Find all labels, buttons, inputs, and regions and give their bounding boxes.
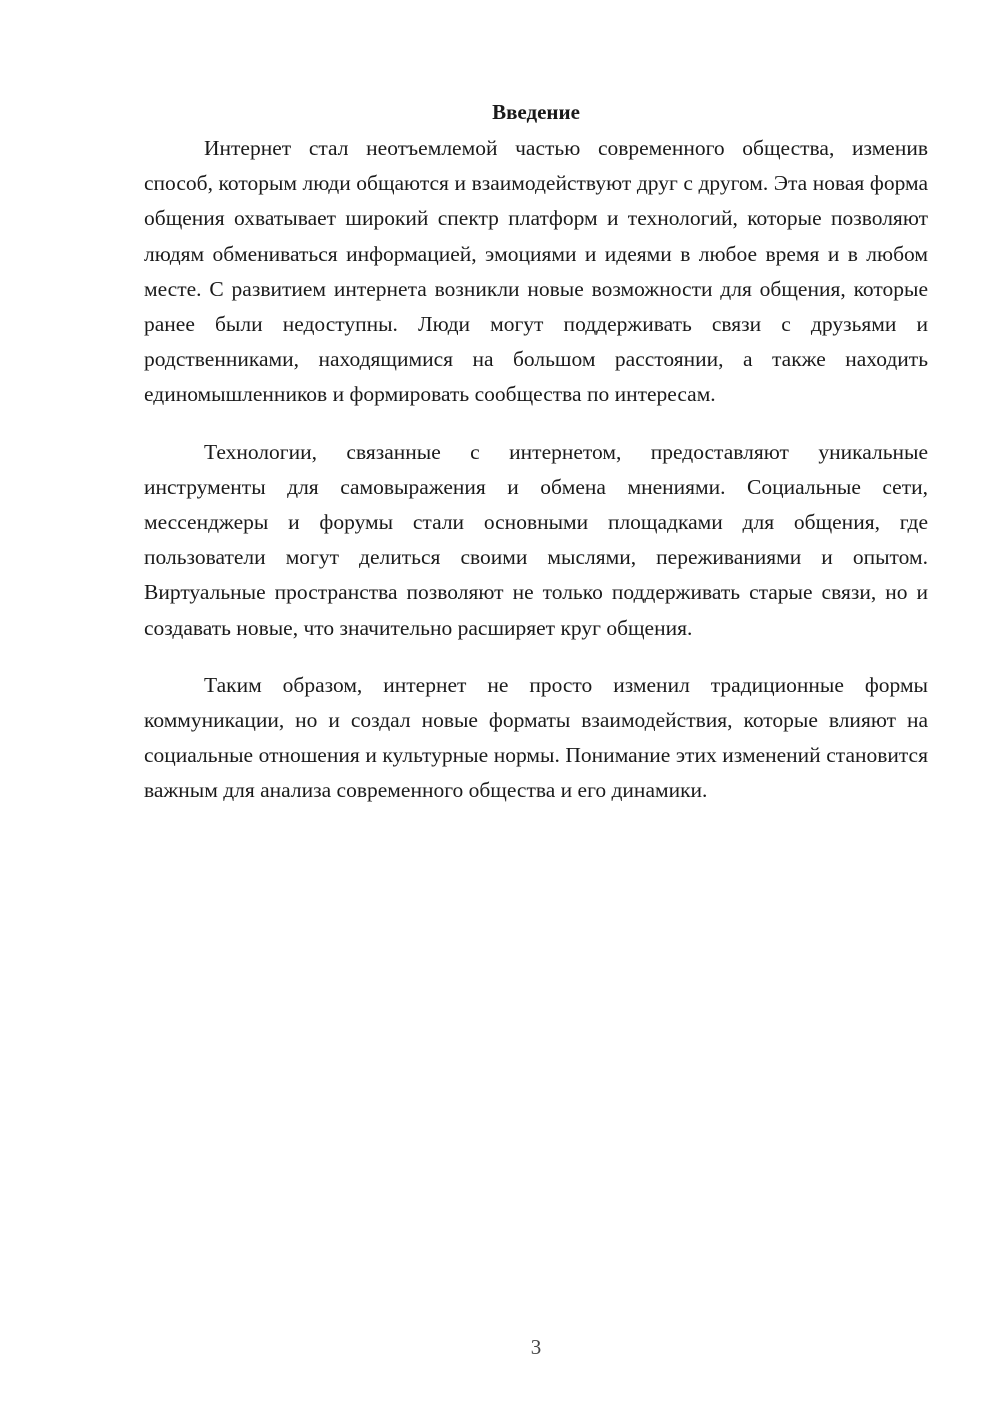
page-number: 3 (530, 1335, 542, 1359)
page-content (144, 96, 928, 831)
paragraph-1: Интернет стал неотъемлемой частью современного общества, изменив способ, которым люди общаются и взаимодействуют друг с другом. Эта новая форма общения охватывает широкий спектр платформ и технологий, которые позволяют людям обмениваться информацией, эмоциями и идеями в любое время и в любом месте. С развитием интернета возникли новые возможности для общения, которые ранее были недоступны. Люди могут поддерживать связи с друзьями и родственниками, находящимися на большом расстоянии, а также находить единомышленников и формировать сообщества по интересам. (144, 136, 928, 407)
page-heading: Введение (492, 100, 580, 124)
paragraph-3: Таким образом, интернет не просто изменил традиционные формы коммуникации, но и создал новые форматы взаимодействия, которые влияют на социальные отношения и культурные нормы. Понимание этих изменений становится важным для анализа современного общества и его динамики. (144, 672, 928, 803)
paragraph-2: Технологии, связанные с интернетом, предоставляют уникальные инструменты для самовыражения и обмена мнениями. Социальные сети, мессенджеры и форумы стали основными площадками для общения, где пользователи могут делиться своими мыслями, переживаниями и опытом. Виртуальные пространства позволяют не только поддерживать старые связи, но и создавать новые, что значительно расширяет круг общения. (144, 439, 928, 640)
